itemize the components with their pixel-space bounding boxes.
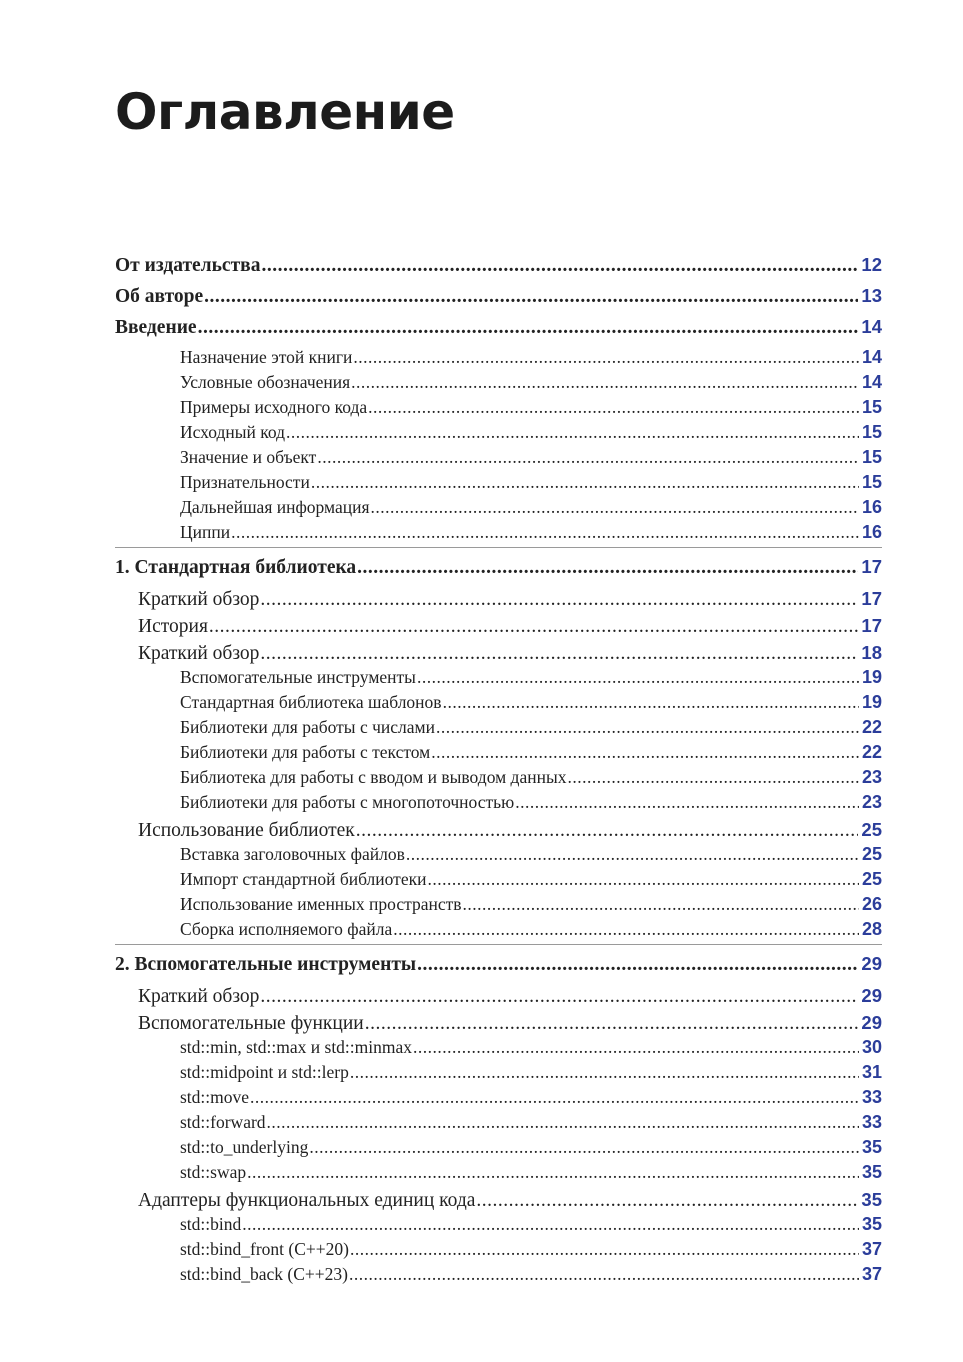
toc-page-number: 22 [861, 742, 882, 762]
toc-page-number: 17 [861, 588, 882, 609]
dot-leader [515, 792, 859, 813]
toc-entry[interactable] [180, 919, 882, 940]
toc-entry[interactable] [180, 472, 882, 493]
toc-entry[interactable] [180, 522, 882, 543]
dot-leader [309, 1137, 859, 1158]
toc-page-number: 29 [861, 1012, 882, 1033]
dot-leader [317, 447, 859, 468]
toc-entry[interactable] [115, 556, 882, 579]
dot-leader [247, 1162, 859, 1183]
toc-entry-label: std::to_underlying [180, 1137, 309, 1157]
toc-page-number: 35 [861, 1214, 882, 1234]
dot-leader [231, 522, 859, 543]
toc-entry-label: std::midpoint и std::lerp [180, 1062, 349, 1082]
dot-leader [261, 255, 858, 277]
dot-leader [209, 616, 859, 638]
toc-entry-label: История [138, 616, 208, 637]
dot-leader [311, 472, 859, 493]
toc-page-number: 16 [861, 497, 882, 517]
toc-entry-label: Библиотеки для работы с числами [180, 717, 435, 737]
toc-page-number: 25 [861, 869, 882, 889]
dot-leader [406, 844, 859, 865]
toc-entry-label: Адаптеры функциональных единиц кода [138, 1190, 476, 1211]
toc-entry-label: Признательности [180, 472, 310, 492]
toc-entry-label: Вставка заголовочных файлов [180, 844, 405, 864]
dot-leader [286, 422, 859, 443]
dot-leader [267, 1112, 859, 1133]
toc-entry-label: std::bind [180, 1214, 242, 1234]
dot-leader [350, 1062, 859, 1083]
toc-page-number: 33 [861, 1112, 882, 1132]
toc-entry[interactable] [138, 1012, 882, 1035]
toc-entry[interactable] [138, 642, 882, 665]
toc-page-number: 30 [861, 1037, 882, 1057]
toc-page-number: 13 [861, 285, 882, 306]
toc-entry[interactable] [180, 692, 882, 713]
toc-entry[interactable] [180, 497, 882, 518]
dot-leader [393, 919, 859, 940]
dot-leader [417, 954, 858, 976]
toc-entry-label: Дальнейшая информация [180, 497, 370, 517]
toc-entry[interactable] [138, 819, 882, 842]
toc-entry[interactable] [180, 1239, 882, 1260]
toc-page-number: 15 [861, 397, 882, 417]
toc-page-number: 12 [861, 254, 882, 275]
toc-entry-label: Условные обозначения [180, 372, 351, 392]
dot-leader [260, 643, 858, 665]
toc-page-number: 35 [861, 1137, 882, 1157]
toc-entry[interactable] [180, 372, 882, 393]
toc-page-number: 23 [861, 767, 882, 787]
toc-page-number: 31 [861, 1062, 882, 1082]
toc-page-number: 29 [861, 985, 882, 1006]
toc-entry-label: Значение и объект [180, 447, 317, 467]
toc-entry-label: Краткий обзор [138, 986, 260, 1007]
toc-entry[interactable] [180, 1112, 882, 1133]
toc-entry-label: 1. Стандартная библиотека [115, 557, 357, 578]
toc-page-number: 29 [861, 953, 882, 974]
toc-entry-label: От издательства [115, 255, 261, 276]
dot-leader [443, 692, 859, 713]
toc-entry-label: Библиотеки для работы с текстом [180, 742, 431, 762]
toc-entry[interactable] [180, 667, 882, 688]
dot-leader [204, 286, 858, 308]
toc-page-number: 16 [861, 522, 882, 542]
toc-entry[interactable] [180, 844, 882, 865]
toc-entry-label: Стандартная библиотека шаблонов [180, 692, 442, 712]
dot-leader [349, 1264, 859, 1285]
toc-page-number: 15 [861, 422, 882, 442]
toc-page-number: 37 [861, 1239, 882, 1259]
toc-page-number: 35 [861, 1162, 882, 1182]
dot-leader [260, 986, 858, 1008]
toc-entry[interactable] [180, 1062, 882, 1083]
toc-entry-label: Библиотека для работы с вводом и выводом данных [180, 767, 567, 787]
dot-leader [427, 869, 859, 890]
toc-page-number: 25 [861, 844, 882, 864]
section-separator [115, 547, 882, 548]
toc-entry-label: Исходный код [180, 422, 286, 442]
toc-entry[interactable] [180, 1087, 882, 1108]
dot-leader [417, 667, 859, 688]
toc-entry[interactable] [180, 1264, 882, 1285]
section-separator [115, 944, 882, 945]
toc-entry-label: Назначение этой книги [180, 347, 353, 367]
dot-leader [371, 497, 859, 518]
toc-page-number: 23 [861, 792, 882, 812]
dot-leader [567, 767, 858, 788]
toc-entry-label: Библиотеки для работы с многопоточностью [180, 792, 515, 812]
dot-leader [242, 1214, 859, 1235]
dot-leader [436, 717, 859, 738]
toc-entry-label: Циппи [180, 522, 231, 542]
toc-page-number: 26 [861, 894, 882, 914]
toc-page-number: 33 [861, 1087, 882, 1107]
dot-leader [368, 397, 859, 418]
toc-entry-label: std::bind_front (C++20) [180, 1239, 349, 1259]
toc-page-number: 35 [861, 1189, 882, 1210]
toc-entry-label: 2. Вспомогательные инструменты [115, 954, 417, 975]
toc-entry[interactable] [180, 1214, 882, 1235]
toc-entry[interactable] [180, 1162, 882, 1183]
dot-leader [356, 820, 859, 842]
toc-page-number: 19 [861, 692, 882, 712]
toc-entry-label: Вспомогательные функции [138, 1013, 364, 1034]
toc-entry[interactable] [138, 615, 882, 638]
dot-leader [463, 894, 859, 915]
dot-leader [353, 347, 859, 368]
toc-entry[interactable] [180, 767, 882, 788]
dot-leader [357, 557, 858, 579]
page-title: Оглавление [115, 83, 455, 141]
toc-entry-label: std::move [180, 1087, 250, 1107]
dot-leader [350, 1239, 859, 1260]
dot-leader [365, 1013, 859, 1035]
toc-page-number: 14 [861, 316, 882, 337]
toc-page-number: 17 [861, 615, 882, 636]
toc-entry[interactable] [138, 1189, 882, 1212]
toc-entry[interactable] [180, 1037, 882, 1058]
toc-entry[interactable] [138, 985, 882, 1008]
toc-entry-label: std::swap [180, 1162, 247, 1182]
dot-leader [351, 372, 859, 393]
toc-entry-label: Использование именных пространств [180, 894, 462, 914]
toc-entry[interactable] [180, 869, 882, 890]
dot-leader [260, 589, 858, 611]
toc-entry[interactable] [115, 316, 882, 339]
toc-entry[interactable] [180, 447, 882, 468]
toc-entry-label: std::min, std::max и std::minmax [180, 1037, 413, 1057]
toc-page-number: 37 [861, 1264, 882, 1284]
toc-page-number: 28 [861, 919, 882, 939]
toc-entry[interactable] [115, 285, 882, 308]
toc-page-number: 15 [861, 447, 882, 467]
toc-entry[interactable] [180, 717, 882, 738]
toc-entry-label: Импорт стандартной библиотеки [180, 869, 427, 889]
toc-entry[interactable] [180, 347, 882, 368]
toc-entry[interactable] [115, 254, 882, 277]
toc-entry-label: Использование библиотек [138, 820, 355, 841]
toc-entry-label: Введение [115, 317, 197, 338]
dot-leader [413, 1037, 859, 1058]
toc-page-number: 18 [861, 642, 882, 663]
dot-leader [250, 1087, 859, 1108]
toc-entry-label: Сборка исполняемого файла [180, 919, 393, 939]
toc-entry-label: std::bind_back (C++23) [180, 1264, 348, 1284]
toc-entry-label: std::forward [180, 1112, 266, 1132]
toc-entry[interactable] [180, 792, 882, 813]
toc-entry[interactable] [180, 1137, 882, 1158]
toc-entry-label: Вспомогательные инструменты [180, 667, 416, 687]
toc-page-number: 19 [861, 667, 882, 687]
toc-entry[interactable] [180, 397, 882, 418]
toc-entry[interactable] [180, 742, 882, 763]
dot-leader [476, 1190, 858, 1212]
toc-entry-label: Краткий обзор [138, 643, 260, 664]
toc-entry[interactable] [180, 422, 882, 443]
toc-entry-label: Об авторе [115, 286, 204, 307]
dot-leader [431, 742, 859, 763]
toc-entry[interactable] [115, 953, 882, 976]
toc-page-number: 22 [861, 717, 882, 737]
toc-page-number: 14 [861, 372, 882, 392]
toc-entry[interactable] [138, 588, 882, 611]
toc-page-number: 25 [861, 819, 882, 840]
toc-entry[interactable] [180, 894, 882, 915]
toc-page-number: 17 [861, 556, 882, 577]
toc-entry-label: Краткий обзор [138, 589, 260, 610]
dot-leader [198, 317, 859, 339]
toc-page-number: 14 [861, 347, 882, 367]
toc-page-number: 15 [861, 472, 882, 492]
toc-entry-label: Примеры исходного кода [180, 397, 368, 417]
